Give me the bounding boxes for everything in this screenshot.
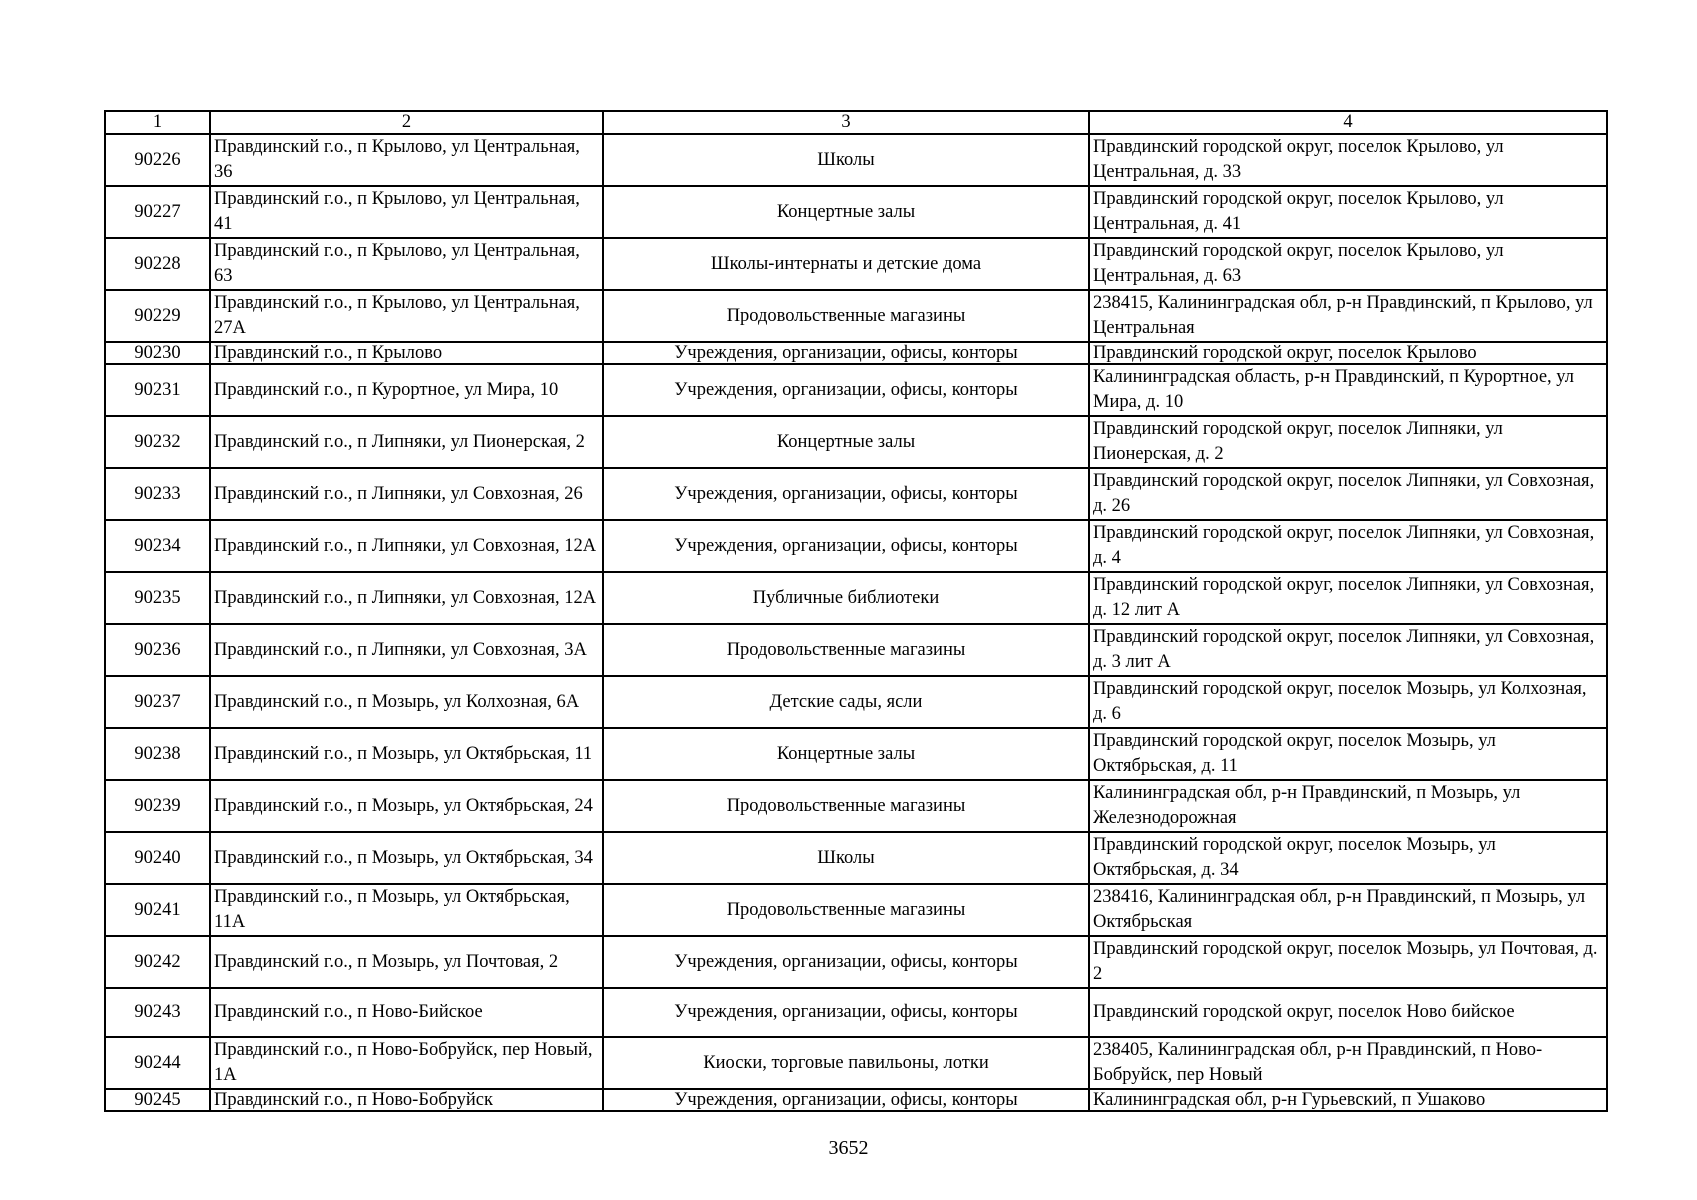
table-row bbox=[105, 988, 1607, 1037]
object-type-cell: Продовольственные магазины bbox=[603, 884, 1089, 936]
data-table bbox=[104, 110, 1608, 1112]
address-full-cell: Калининградская обл, р-н Гурьевский, п Ушаково bbox=[1089, 1089, 1607, 1111]
table-row bbox=[105, 364, 1607, 416]
column-header-4: 4 bbox=[1089, 111, 1607, 134]
table-row bbox=[105, 936, 1607, 988]
address-short-cell: Правдинский г.о., п Крылово, ул Центральная, 36 bbox=[210, 134, 603, 186]
object-type-cell: Школы bbox=[603, 134, 1089, 186]
row-number-cell: 90233 bbox=[105, 468, 210, 520]
table-row bbox=[105, 342, 1607, 364]
address-short-cell: Правдинский г.о., п Ново-Бийское bbox=[210, 988, 603, 1037]
table-row bbox=[105, 624, 1607, 676]
row-number-cell: 90237 bbox=[105, 676, 210, 728]
row-number-cell: 90235 bbox=[105, 572, 210, 624]
object-type-cell: Публичные библиотеки bbox=[603, 572, 1089, 624]
object-type-cell: Учреждения, организации, офисы, конторы bbox=[603, 342, 1089, 364]
address-short-cell: Правдинский г.о., п Мозырь, ул Октябрьская, 34 bbox=[210, 832, 603, 884]
row-number-cell: 90234 bbox=[105, 520, 210, 572]
row-number-cell: 90242 bbox=[105, 936, 210, 988]
object-type-cell: Концертные залы bbox=[603, 186, 1089, 238]
object-type-cell: Учреждения, организации, офисы, конторы bbox=[603, 468, 1089, 520]
address-short-cell: Правдинский г.о., п Липняки, ул Совхозная, 12А bbox=[210, 520, 603, 572]
object-type-cell: Учреждения, организации, офисы, конторы bbox=[603, 936, 1089, 988]
address-full-cell: Правдинский городской округ, поселок Крылово bbox=[1089, 342, 1607, 364]
table-row bbox=[105, 728, 1607, 780]
object-type-cell: Концертные залы bbox=[603, 416, 1089, 468]
object-type-cell: Продовольственные магазины bbox=[603, 624, 1089, 676]
table-row bbox=[105, 520, 1607, 572]
address-full-cell: 238416, Калининградская обл, р-н Правдинский, п Мозырь, ул Октябрьская bbox=[1089, 884, 1607, 936]
row-number-cell: 90238 bbox=[105, 728, 210, 780]
address-full-cell: Правдинский городской округ, поселок Липняки, ул Совхозная, д. 12 лит А bbox=[1089, 572, 1607, 624]
row-number-cell: 90230 bbox=[105, 342, 210, 364]
table-row bbox=[105, 832, 1607, 884]
address-full-cell: Калининградская обл, р-н Правдинский, п Мозырь, ул Железнодорожная bbox=[1089, 780, 1607, 832]
address-short-cell: Правдинский г.о., п Мозырь, ул Почтовая, 2 bbox=[210, 936, 603, 988]
column-header-2: 2 bbox=[210, 111, 603, 134]
address-short-cell: Правдинский г.о., п Курортное, ул Мира, 10 bbox=[210, 364, 603, 416]
object-type-cell: Учреждения, организации, офисы, конторы bbox=[603, 1089, 1089, 1111]
address-full-cell: Правдинский городской округ, поселок Ново бийское bbox=[1089, 988, 1607, 1037]
address-short-cell: Правдинский г.о., п Мозырь, ул Колхозная, 6А bbox=[210, 676, 603, 728]
object-type-cell: Продовольственные магазины bbox=[603, 780, 1089, 832]
address-short-cell: Правдинский г.о., п Ново-Бобруйск bbox=[210, 1089, 603, 1111]
address-short-cell: Правдинский г.о., п Липняки, ул Совхозная, 12А bbox=[210, 572, 603, 624]
object-type-cell: Киоски, торговые павильоны, лотки bbox=[603, 1037, 1089, 1089]
address-full-cell: Правдинский городской округ, поселок Липняки, ул Совхозная, д. 4 bbox=[1089, 520, 1607, 572]
address-full-cell: Правдинский городской округ, поселок Крылово, ул Центральная, д. 63 bbox=[1089, 238, 1607, 290]
row-number-cell: 90241 bbox=[105, 884, 210, 936]
object-type-cell: Учреждения, организации, офисы, конторы bbox=[603, 988, 1089, 1037]
address-short-cell: Правдинский г.о., п Крылово, ул Центральная, 27А bbox=[210, 290, 603, 342]
address-full-cell: Правдинский городской округ, поселок Крылово, ул Центральная, д. 41 bbox=[1089, 186, 1607, 238]
address-short-cell: Правдинский г.о., п Мозырь, ул Октябрьская, 24 bbox=[210, 780, 603, 832]
object-type-cell: Концертные залы bbox=[603, 728, 1089, 780]
address-full-cell: Правдинский городской округ, поселок Липняки, ул Совхозная, д. 3 лит А bbox=[1089, 624, 1607, 676]
row-number-cell: 90243 bbox=[105, 988, 210, 1037]
address-full-cell: Правдинский городской округ, поселок Мозырь, ул Колхозная, д. 6 bbox=[1089, 676, 1607, 728]
address-full-cell: Правдинский городской округ, поселок Липняки, ул Пионерская, д. 2 bbox=[1089, 416, 1607, 468]
table-row bbox=[105, 238, 1607, 290]
table-row bbox=[105, 468, 1607, 520]
object-type-cell: Продовольственные магазины bbox=[603, 290, 1089, 342]
address-full-cell: Правдинский городской округ, поселок Липняки, ул Совхозная, д. 26 bbox=[1089, 468, 1607, 520]
address-full-cell: 238405, Калининградская обл, р-н Правдинский, п Ново-Бобруйск, пер Новый bbox=[1089, 1037, 1607, 1089]
address-short-cell: Правдинский г.о., п Мозырь, ул Октябрьская, 11 bbox=[210, 728, 603, 780]
page-number: 3652 bbox=[828, 1137, 869, 1159]
column-header-3: 3 bbox=[603, 111, 1089, 134]
address-full-cell: Правдинский городской округ, поселок Мозырь, ул Октябрьская, д. 11 bbox=[1089, 728, 1607, 780]
address-full-cell: Правдинский городской округ, поселок Крылово, ул Центральная, д. 33 bbox=[1089, 134, 1607, 186]
table-row bbox=[105, 134, 1607, 186]
address-full-cell: 238415, Калининградская обл, р-н Правдинский, п Крылово, ул Центральная bbox=[1089, 290, 1607, 342]
table-header-row bbox=[105, 111, 1607, 134]
object-type-cell: Учреждения, организации, офисы, конторы bbox=[603, 364, 1089, 416]
row-number-cell: 90229 bbox=[105, 290, 210, 342]
table-body bbox=[105, 111, 1607, 1111]
address-short-cell: Правдинский г.о., п Крылово bbox=[210, 342, 603, 364]
row-number-cell: 90239 bbox=[105, 780, 210, 832]
address-short-cell: Правдинский г.о., п Липняки, ул Совхозная, 26 bbox=[210, 468, 603, 520]
address-short-cell: Правдинский г.о., п Крылово, ул Центральная, 41 bbox=[210, 186, 603, 238]
table-row bbox=[105, 416, 1607, 468]
column-header-1: 1 bbox=[105, 111, 210, 134]
address-full-cell: Правдинский городской округ, поселок Мозырь, ул Октябрьская, д. 34 bbox=[1089, 832, 1607, 884]
object-type-cell: Школы-интернаты и детские дома bbox=[603, 238, 1089, 290]
address-short-cell: Правдинский г.о., п Ново-Бобруйск, пер Новый, 1А bbox=[210, 1037, 603, 1089]
table-row bbox=[105, 676, 1607, 728]
row-number-cell: 90231 bbox=[105, 364, 210, 416]
row-number-cell: 90227 bbox=[105, 186, 210, 238]
table-row bbox=[105, 186, 1607, 238]
address-short-cell: Правдинский г.о., п Липняки, ул Пионерская, 2 bbox=[210, 416, 603, 468]
table-row bbox=[105, 572, 1607, 624]
row-number-cell: 90228 bbox=[105, 238, 210, 290]
row-number-cell: 90245 bbox=[105, 1089, 210, 1111]
table-row bbox=[105, 780, 1607, 832]
address-short-cell: Правдинский г.о., п Мозырь, ул Октябрьская, 11А bbox=[210, 884, 603, 936]
object-type-cell: Школы bbox=[603, 832, 1089, 884]
row-number-cell: 90236 bbox=[105, 624, 210, 676]
row-number-cell: 90232 bbox=[105, 416, 210, 468]
table-row bbox=[105, 290, 1607, 342]
table-row bbox=[105, 1089, 1607, 1111]
table-row bbox=[105, 1037, 1607, 1089]
object-type-cell: Детские сады, ясли bbox=[603, 676, 1089, 728]
table-row bbox=[105, 884, 1607, 936]
row-number-cell: 90244 bbox=[105, 1037, 210, 1089]
address-full-cell: Правдинский городской округ, поселок Мозырь, ул Почтовая, д. 2 bbox=[1089, 936, 1607, 988]
row-number-cell: 90240 bbox=[105, 832, 210, 884]
address-full-cell: Калининградская область, р-н Правдинский, п Курортное, ул Мира, д. 10 bbox=[1089, 364, 1607, 416]
address-short-cell: Правдинский г.о., п Липняки, ул Совхозная, 3А bbox=[210, 624, 603, 676]
address-short-cell: Правдинский г.о., п Крылово, ул Центральная, 63 bbox=[210, 238, 603, 290]
row-number-cell: 90226 bbox=[105, 134, 210, 186]
object-type-cell: Учреждения, организации, офисы, конторы bbox=[603, 520, 1089, 572]
